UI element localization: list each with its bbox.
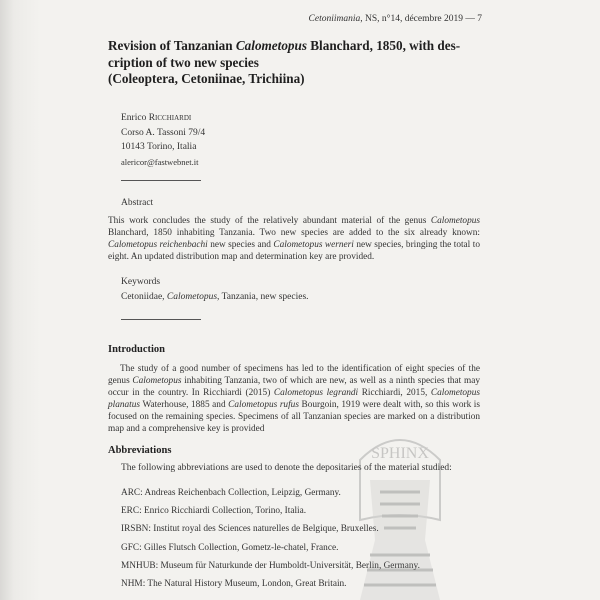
keywords-text: Cetoniidae, Calometopus, Tanzania, new species. bbox=[121, 292, 309, 302]
title-line-3: (Coleoptera, Cetoniinae, Trichiina) bbox=[108, 71, 305, 86]
introduction-text: The study of a good number of specimens has led to the identification of eight species of the genus Calometopus inhabiting Tanzania, two of which are new, as well as a ninth species that may occur in the country. In Ricchiardi (2015) Calometopus legrandi Ricchiardi, 2015, Calometopus planatus Waterhouse, 1885 and Calometopus rufus Bourgoin, 1919 were dealt with, so this work is focused on the remaining species. Specimens of all Tanzanian species are marked on a distribution map and a comprehensive key is provided bbox=[108, 364, 480, 434]
abbreviation-item: IRSBN: Institut royal des Sciences naturelles de Belgique, Bruxelles. bbox=[121, 524, 379, 535]
author-email: alericor@fastwebnet.it bbox=[121, 156, 199, 167]
title-genus: Calometopus bbox=[235, 38, 307, 53]
abbreviation-item: NHM: The Natural History Museum, London, Great Britain. bbox=[121, 579, 347, 590]
abbreviation-item: ARC: Andreas Reichenbach Collection, Leipzig, Germany. bbox=[121, 488, 341, 498]
abbreviations-intro: The following abbreviations are used to denote the depositaries of the material studied: bbox=[121, 463, 452, 473]
author-address-1: Corso A. Tassoni 79/4 bbox=[121, 127, 206, 138]
running-header bbox=[309, 14, 482, 24]
divider-rule bbox=[121, 319, 201, 320]
abbreviations-heading: Abbreviations bbox=[108, 445, 172, 456]
author-name: Enrico Ricchiardi bbox=[121, 113, 192, 123]
abstract-text: This work concludes the study of the relatively abundant material of the genus Calometopus Blanchard, 1850 inhabiting Tanzania. Two new species are added to the six already known: Calometopus reichenbachi new species and Calometopus werneri new species, bringing the total to eight. An updated distribution map and determination key are provided. bbox=[108, 216, 480, 262]
divider-rule bbox=[121, 180, 201, 181]
introduction-heading: Introduction bbox=[108, 344, 165, 355]
issue-info: , NS, n°14, décembre 2019 — 7 bbox=[360, 14, 482, 24]
title-line-1: Revision of Tanzanian Calometopus Blanchard, 1850, with des- bbox=[108, 38, 461, 53]
author-address-2: 10143 Torino, Italia bbox=[121, 142, 197, 152]
sphinx-watermark-stamp bbox=[340, 420, 460, 600]
stamp-text: SPHINX bbox=[371, 445, 429, 462]
abstract-label: Abstract bbox=[121, 198, 154, 208]
article-title bbox=[108, 38, 488, 88]
journal-name: Cetoniimania bbox=[308, 14, 361, 24]
abbreviation-item: MNHUB: Museum für Naturkunde der Humboldt-Universität, Berlin, Germany. bbox=[121, 560, 420, 571]
keywords-label: Keywords bbox=[121, 277, 161, 287]
author-block bbox=[121, 111, 205, 169]
abbreviation-item: GFC: Gilles Flutsch Collection, Gometz-le-chatel, France. bbox=[121, 542, 339, 553]
title-line-2: cription of two new species bbox=[108, 54, 259, 70]
abbreviation-item: ERC: Enrico Ricchiardi Collection, Torino, Italia. bbox=[121, 506, 307, 517]
